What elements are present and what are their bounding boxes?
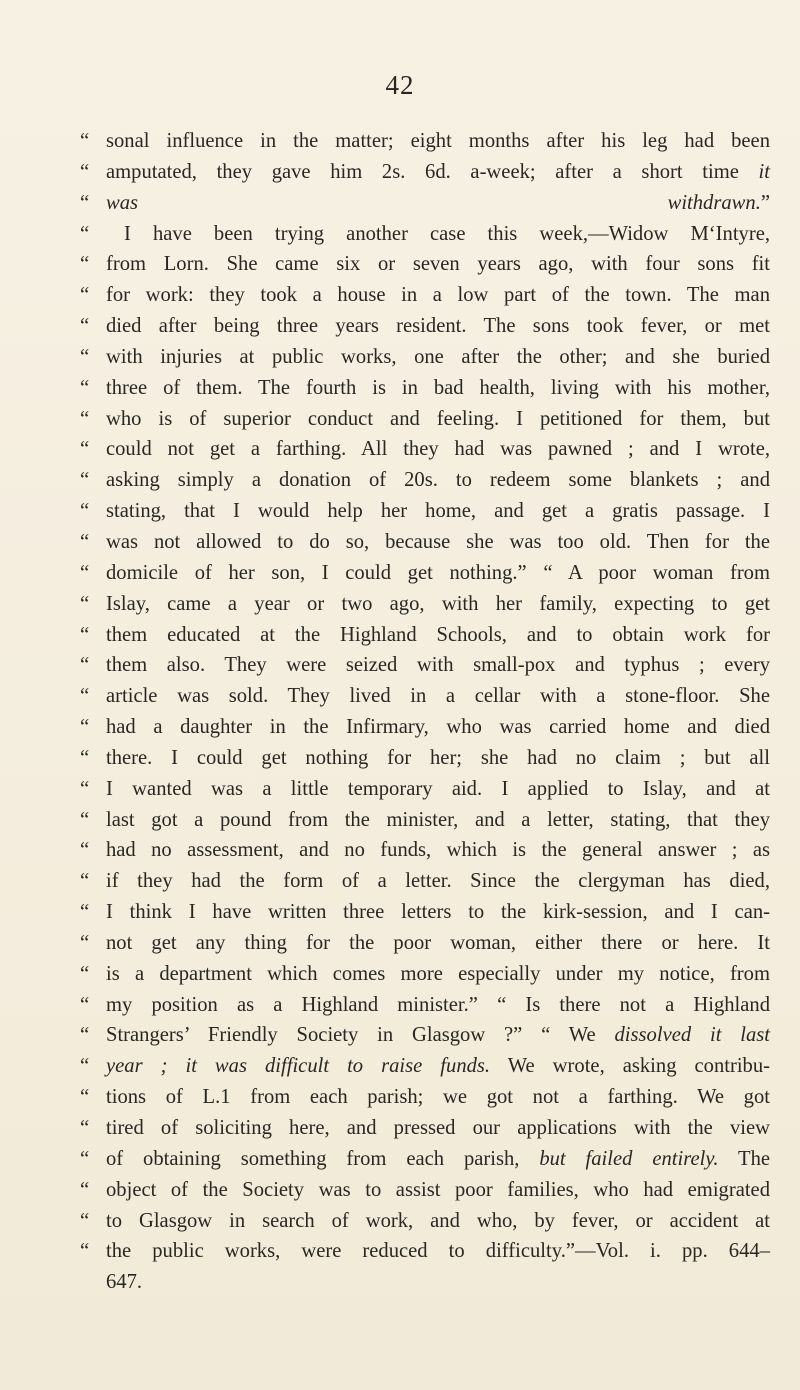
quote-mark: “ <box>80 1178 90 1201</box>
text-run: tions of L.1 from each parish; we got not a farthing. We got <box>106 1086 770 1109</box>
text-run: my position as a Highland minister.” “ Is there not a Highland <box>106 993 770 1016</box>
text-line <box>80 650 770 681</box>
italic-text-run: it <box>758 160 770 183</box>
text-run: ” <box>760 191 770 214</box>
text-line <box>80 280 770 311</box>
text-line <box>80 1267 770 1298</box>
text-line <box>80 434 770 465</box>
italic-text-run: was withdrawn. <box>106 191 761 214</box>
text-line <box>80 897 770 928</box>
quote-mark: “ <box>80 500 90 523</box>
text-line <box>80 1144 770 1175</box>
quote-mark: “ <box>80 870 90 893</box>
text-run: tired of soliciting here, and pressed our applications with the view <box>106 1117 770 1139</box>
text-run: had no assessment, and no funds, which is the general answer ; as <box>106 839 770 862</box>
quote-mark: “ <box>80 1209 90 1232</box>
quote-mark: “ <box>80 623 90 646</box>
quote-mark: “ <box>80 654 90 677</box>
quote-mark: “ <box>80 993 90 1016</box>
text-run: Islay, came a year or two ago, with her family, expecting to get <box>106 592 770 615</box>
quote-mark: “ <box>80 1086 90 1109</box>
text-line <box>80 835 770 866</box>
text-line <box>80 1082 770 1113</box>
quote-mark: “ <box>80 777 90 800</box>
text-run: amputated, they gave him 2s. 6d. a-week; after a short time <box>106 160 759 183</box>
text-run: could not get a farthing. All they had was pawned ; and I wrote, <box>106 438 770 461</box>
text-line <box>80 311 770 342</box>
quote-mark: “ <box>80 469 90 492</box>
quote-mark: “ <box>80 1240 90 1263</box>
text-run: I wanted was a little temporary aid. I applied to Islay, and at <box>106 777 770 800</box>
quote-mark: “ <box>80 345 90 368</box>
text-line <box>80 342 770 373</box>
text-run: them also. They were seized with small-pox and typhus ; every <box>106 654 770 677</box>
quote-mark: “ <box>80 438 90 461</box>
page-number: 42 <box>385 70 415 100</box>
text-run: not get any thing for the poor woman, either there or here. It <box>106 931 770 954</box>
text-line <box>80 1175 770 1206</box>
text-run: if they had the form of a letter. Since the clergyman has died, <box>106 870 770 893</box>
quote-mark: “ <box>80 561 90 584</box>
quote-mark: “ <box>80 592 90 615</box>
text-line <box>80 805 770 836</box>
quote-mark: “ <box>80 1024 90 1047</box>
quote-mark: “ <box>80 716 90 739</box>
quote-mark: “ <box>80 808 90 831</box>
text-run: 647. <box>106 1271 143 1294</box>
text-run: The <box>718 1147 771 1170</box>
text-line <box>80 126 770 157</box>
text-run: asking simply a donation of 20s. to redeem some blankets ; and <box>106 469 770 492</box>
text-line <box>80 1206 770 1237</box>
text-line <box>80 990 770 1021</box>
quote-mark: “ <box>80 962 90 985</box>
text-run: last got a pound from the minister, and a letter, stating, that they <box>106 808 770 831</box>
quote-mark: “ <box>80 160 90 183</box>
text-run: from Lorn. She came six or seven years ago, with four sons fit <box>106 253 770 276</box>
text-line <box>80 157 770 188</box>
quote-mark: “ <box>80 222 90 245</box>
text-line <box>80 712 770 743</box>
text-run: the public works, were reduced to difficulty.”—Vol. i. pp. 644– <box>106 1240 770 1263</box>
quote-mark: “ <box>80 191 90 214</box>
text-line <box>80 558 770 589</box>
quote-mark: “ <box>80 1117 90 1139</box>
text-run: was not allowed to do so, because she was too old. Then for the <box>106 530 770 553</box>
italic-text-run: but failed entirely. <box>539 1147 719 1170</box>
quote-mark: “ <box>80 315 90 338</box>
text-run: Strangers’ Friendly Society in Glasgow ?” “ We <box>106 1024 615 1047</box>
text-line <box>80 373 770 404</box>
text-run: to Glasgow in search of work, and who, by fever, or accident at <box>106 1209 770 1232</box>
quote-mark: “ <box>80 685 90 708</box>
text-line <box>80 774 770 805</box>
italic-text-run: year ; it was difficult to raise funds. <box>106 1055 491 1078</box>
quote-mark: “ <box>80 253 90 276</box>
quote-mark: “ <box>80 284 90 307</box>
text-run: I think I have written three letters to the kirk-session, and I can- <box>106 901 770 924</box>
text-run: domicile of her son, I could get nothing.” “ A poor woman from <box>106 561 770 584</box>
text-line <box>80 496 770 527</box>
text-run: article was sold. They lived in a cellar with a stone-floor. She <box>106 685 770 708</box>
quote-mark: “ <box>80 901 90 924</box>
text-line <box>80 589 770 620</box>
text-run: who is of superior conduct and feeling. I petitioned for them, but <box>106 407 770 430</box>
quote-mark: “ <box>80 746 90 769</box>
text-run: with injuries at public works, one after the other; and she buried <box>106 345 770 368</box>
text-run: them educated at the Highland Schools, and to obtain work for <box>106 623 770 646</box>
text-line <box>80 404 770 435</box>
text-line <box>80 1113 770 1144</box>
text-line <box>80 1020 770 1051</box>
quote-mark: “ <box>80 130 90 152</box>
text-run: had a daughter in the Infirmary, who was carried home and died <box>106 716 770 739</box>
italic-text-run: dissolved it last <box>614 1024 770 1047</box>
text-run: object of the Society was to assist poor families, who had emigrated <box>106 1178 770 1201</box>
quote-mark: “ <box>80 530 90 553</box>
text-line <box>80 1236 770 1267</box>
text-line <box>80 527 770 558</box>
text-line <box>80 928 770 959</box>
text-line <box>80 620 770 651</box>
text-run: three of them. The fourth is in bad health, living with his mother, <box>106 376 770 399</box>
text-run: for work: they took a house in a low part of the town. The man <box>106 284 770 307</box>
text-line <box>80 866 770 897</box>
text-line <box>80 249 770 280</box>
text-line <box>80 743 770 774</box>
text-run: died after being three years resident. The sons took fever, or met <box>106 315 770 338</box>
text-run: I have been trying another case this week,—Widow M‘Intyre, <box>124 222 770 245</box>
text-line <box>80 188 770 219</box>
text-run: We wrote, asking contribu- <box>490 1055 770 1078</box>
text-line <box>80 681 770 712</box>
text-run: there. I could get nothing for her; she had no claim ; but all <box>106 746 770 769</box>
quote-mark: “ <box>80 1147 90 1170</box>
text-line <box>80 1051 770 1082</box>
quote-mark: “ <box>80 931 90 954</box>
quote-mark: “ <box>80 376 90 399</box>
text-run: of obtaining something from each parish, <box>106 1147 540 1170</box>
quote-mark: “ <box>80 407 90 430</box>
text-run: sonal influence in the matter; eight months after his leg had been <box>106 130 770 152</box>
text-run: is a department which comes more especially under my notice, from <box>106 962 770 985</box>
quote-mark: “ <box>80 839 90 862</box>
text-line <box>80 959 770 990</box>
text-line <box>80 219 770 250</box>
text-line <box>80 465 770 496</box>
quote-mark: “ <box>80 1055 90 1078</box>
text-run: stating, that I would help her home, and get a gratis passage. I <box>106 500 770 523</box>
body-text <box>80 126 770 1298</box>
